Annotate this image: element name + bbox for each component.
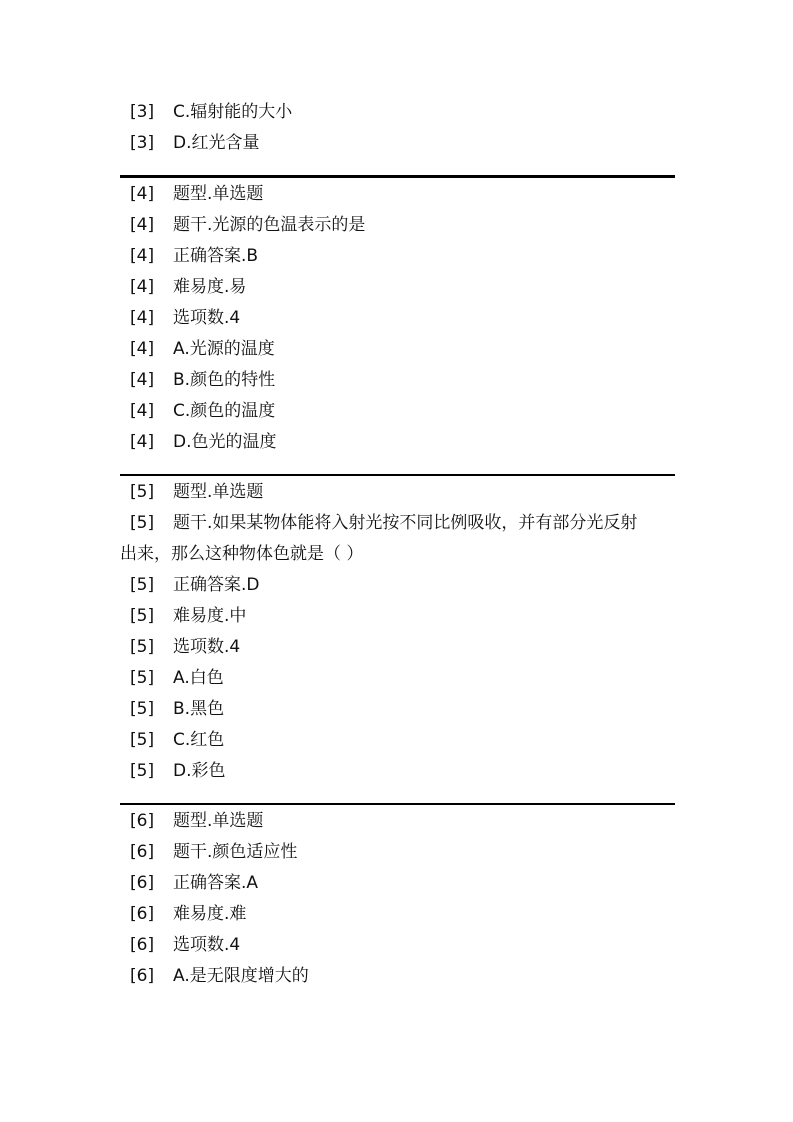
q6-tag: [6]: [130, 935, 155, 955]
q5-tag: [5]: [130, 482, 155, 502]
q4-stem: [120, 210, 675, 241]
q4-stem-text: 题干.光源的色温表示的是: [173, 215, 366, 235]
q5-tag: [5]: [130, 637, 155, 657]
q3-option-c-text: C.辐射能的大小: [173, 102, 293, 122]
q4-difficulty-text: 难易度.易: [173, 277, 247, 297]
q5-difficulty: [120, 601, 675, 632]
q4-tag: [4]: [130, 184, 155, 204]
q6-answer: [120, 868, 675, 899]
q3-option-d: [120, 128, 675, 159]
question-divider: [120, 803, 675, 805]
q5-tag: [5]: [130, 761, 155, 781]
q6-difficulty: [120, 899, 675, 930]
q6-tag: [6]: [130, 904, 155, 924]
q6-tag: [6]: [130, 811, 155, 831]
q6-stem: [120, 837, 675, 868]
q5-tag: [5]: [130, 575, 155, 595]
q6-stem-text: 题干.颜色适应性: [173, 842, 298, 862]
q5-option-c-text: C.红色: [173, 730, 225, 750]
q5-option-c: [120, 725, 675, 756]
q5-tag: [5]: [130, 730, 155, 750]
q5-option-a-text: A.白色: [173, 668, 224, 688]
question-6: [120, 806, 675, 992]
q6-answer-text: 正确答案.A: [173, 873, 259, 893]
question-list: [120, 97, 675, 992]
q5-answer: [120, 570, 675, 601]
question-5: [120, 477, 675, 787]
q5-stem-text: 题干.如果某物体能将入射光按不同比例吸收，并有部分光反射: [173, 513, 638, 533]
q4-tag: [4]: [130, 401, 155, 421]
q6-tag: [6]: [130, 842, 155, 862]
q5-option-count: [120, 632, 675, 663]
q4-option-d: [120, 427, 675, 458]
q4-option-a: [120, 334, 675, 365]
q5-type: [120, 477, 675, 508]
q3-option-d-text: D.红光含量: [173, 133, 260, 153]
q5-answer-text: 正确答案.D: [173, 575, 260, 595]
q4-tag: [4]: [130, 215, 155, 235]
q4-option-count: [120, 303, 675, 334]
q6-option-count: [120, 930, 675, 961]
question-3-tail: [120, 97, 675, 159]
q6-option-count-text: 选项数.4: [173, 935, 241, 955]
q5-tag: [5]: [130, 606, 155, 626]
q6-difficulty-text: 难易度.难: [173, 904, 247, 924]
q4-option-b: [120, 365, 675, 396]
q4-option-count-text: 选项数.4: [173, 308, 241, 328]
q6-option-a: [120, 961, 675, 992]
q4-answer-text: 正确答案.B: [173, 246, 259, 266]
q6-tag: [6]: [130, 966, 155, 986]
spacer: [120, 787, 675, 803]
q4-option-c-text: C.颜色的温度: [173, 401, 276, 421]
q3-tag: [3]: [130, 133, 155, 153]
q3-option-c: [120, 97, 675, 128]
q4-type: [120, 179, 675, 210]
question-4: [120, 179, 675, 458]
q5-tag: [5]: [130, 668, 155, 688]
q4-option-a-text: A.光源的温度: [173, 339, 275, 359]
q4-option-b-text: B.颜色的特性: [173, 370, 276, 390]
q5-type-text: 题型.单选题: [173, 482, 264, 502]
q5-option-count-text: 选项数.4: [173, 637, 241, 657]
q4-option-c: [120, 396, 675, 427]
q6-option-a-text: A.是无限度增大的: [173, 966, 309, 986]
q4-tag: [4]: [130, 308, 155, 328]
q5-option-b: [120, 694, 675, 725]
q3-tag: [3]: [130, 102, 155, 122]
q5-option-d-text: D.彩色: [173, 761, 226, 781]
q5-option-a: [120, 663, 675, 694]
question-divider: [120, 474, 675, 476]
q5-difficulty-text: 难易度.中: [173, 606, 247, 626]
q4-tag: [4]: [130, 339, 155, 359]
q4-tag: [4]: [130, 277, 155, 297]
q4-answer: [120, 241, 675, 272]
q5-stem: [120, 508, 675, 570]
q4-tag: [4]: [130, 246, 155, 266]
spacer: [120, 159, 675, 175]
q5-tag: [5]: [130, 513, 155, 533]
q6-tag: [6]: [130, 873, 155, 893]
q4-option-d-text: D.色光的温度: [173, 432, 277, 452]
spacer: [120, 458, 675, 474]
q5-option-b-text: B.黑色: [173, 699, 225, 719]
q4-tag: [4]: [130, 370, 155, 390]
q6-type: [120, 806, 675, 837]
q5-option-d: [120, 756, 675, 787]
q5-stem-continuation: 出来，那么这种物体色就是（ ）: [120, 544, 364, 564]
q4-tag: [4]: [130, 432, 155, 452]
q5-tag: [5]: [130, 699, 155, 719]
q4-type-text: 题型.单选题: [173, 184, 264, 204]
q4-difficulty: [120, 272, 675, 303]
q6-type-text: 题型.单选题: [173, 811, 264, 831]
question-divider: [120, 175, 675, 178]
